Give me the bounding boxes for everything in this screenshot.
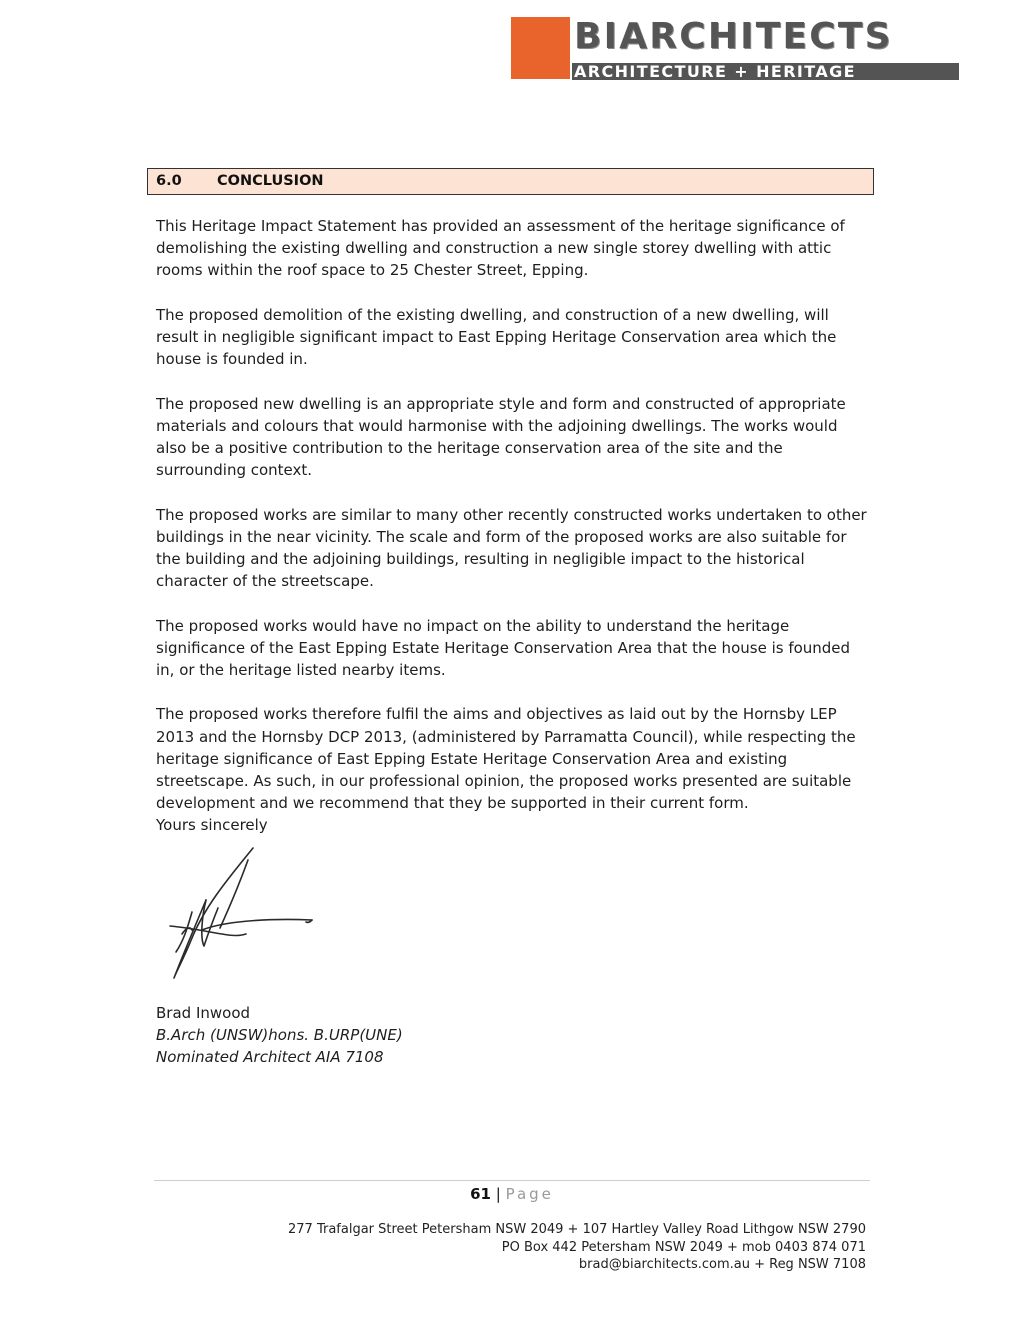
email-line: brad@biarchitects.com.au + Reg NSW 7108 [578,1257,866,1272]
address-line: 277 Trafalgar Street Petersham NSW 2049 + 107 Hartley Valley Road Lithgow NSW 2790 [288,1222,866,1237]
logo-square [511,17,570,79]
signer-block [156,1002,403,1069]
page-label: Page [505,1185,554,1203]
signer-qualifications: B.Arch (UNSW)hons. B.URP(UNE) [156,1026,403,1045]
closing-line: Yours sincerely [156,816,268,835]
paragraph: The proposed demolition of the existing dwelling, and construction of a new dwelling, will result in negligible significant impact to East Epping Heritage Conservation area which the house is founded in. [156,305,837,369]
section-heading [147,168,874,195]
brand-tagline: ARCHITECTURE + HERITAGE [572,63,959,80]
brand-logo [511,17,959,80]
footer-address [288,1221,866,1274]
paragraph: The proposed works therefore fulfil the aims and objectives as laid out by the Hornsby LEP 2013 and the Hornsby DCP 2013, (administered by Parramatta Council), while respecting the heritage significance of East Epping Estate Heritage Conservation Area and existing streetscape. As such, in our professional opinion, the proposed works presented are suitable development and we recommend that they be supported in their current form. [156,705,856,813]
page-number-line [0,1184,1024,1204]
signer-name: Brad Inwood [156,1004,251,1022]
address-line: PO Box 442 Petersham NSW 2049 + mob 0403 874 071 [501,1239,866,1255]
conclusion-body [156,215,868,837]
paragraph: The proposed works are similar to many other recently constructed works undertaken to other buildings in the near vicinity. The scale and form of the proposed works are also suitable for the building and the adjoining buildings, resulting in negligible impact to the historical character of the streetscape. [156,505,867,591]
signer-role: Nominated Architect AIA 7108 [156,1048,384,1067]
page-number: 61 [470,1185,491,1203]
handwritten-signature [162,842,327,987]
footer-divider [154,1180,870,1181]
page-separator: | [495,1185,501,1203]
section-number: 6.0 [156,173,182,189]
paragraph: The proposed new dwelling is an appropriate style and form and constructed of appropriate materials and colours that would harmonise with the adjoining dwellings. The works would also be a positive contribution to the heritage conservation area of the site and the surrounding context. [156,394,846,480]
paragraph: The proposed works would have no impact on the ability to understand the heritage significance of the East Epping Estate Heritage Conservation Area that the house is founded in, or the heritage listed nearby items. [156,616,851,679]
paragraph: This Heritage Impact Statement has provided an assessment of the heritage significance of demolishing the existing dwelling and construction a new single storey dwelling with attic rooms within the roof space to 25 Chester Street, Epping. [156,217,845,280]
section-title: CONCLUSION [217,173,324,189]
brand-name: BIARCHITECTS [574,16,893,57]
